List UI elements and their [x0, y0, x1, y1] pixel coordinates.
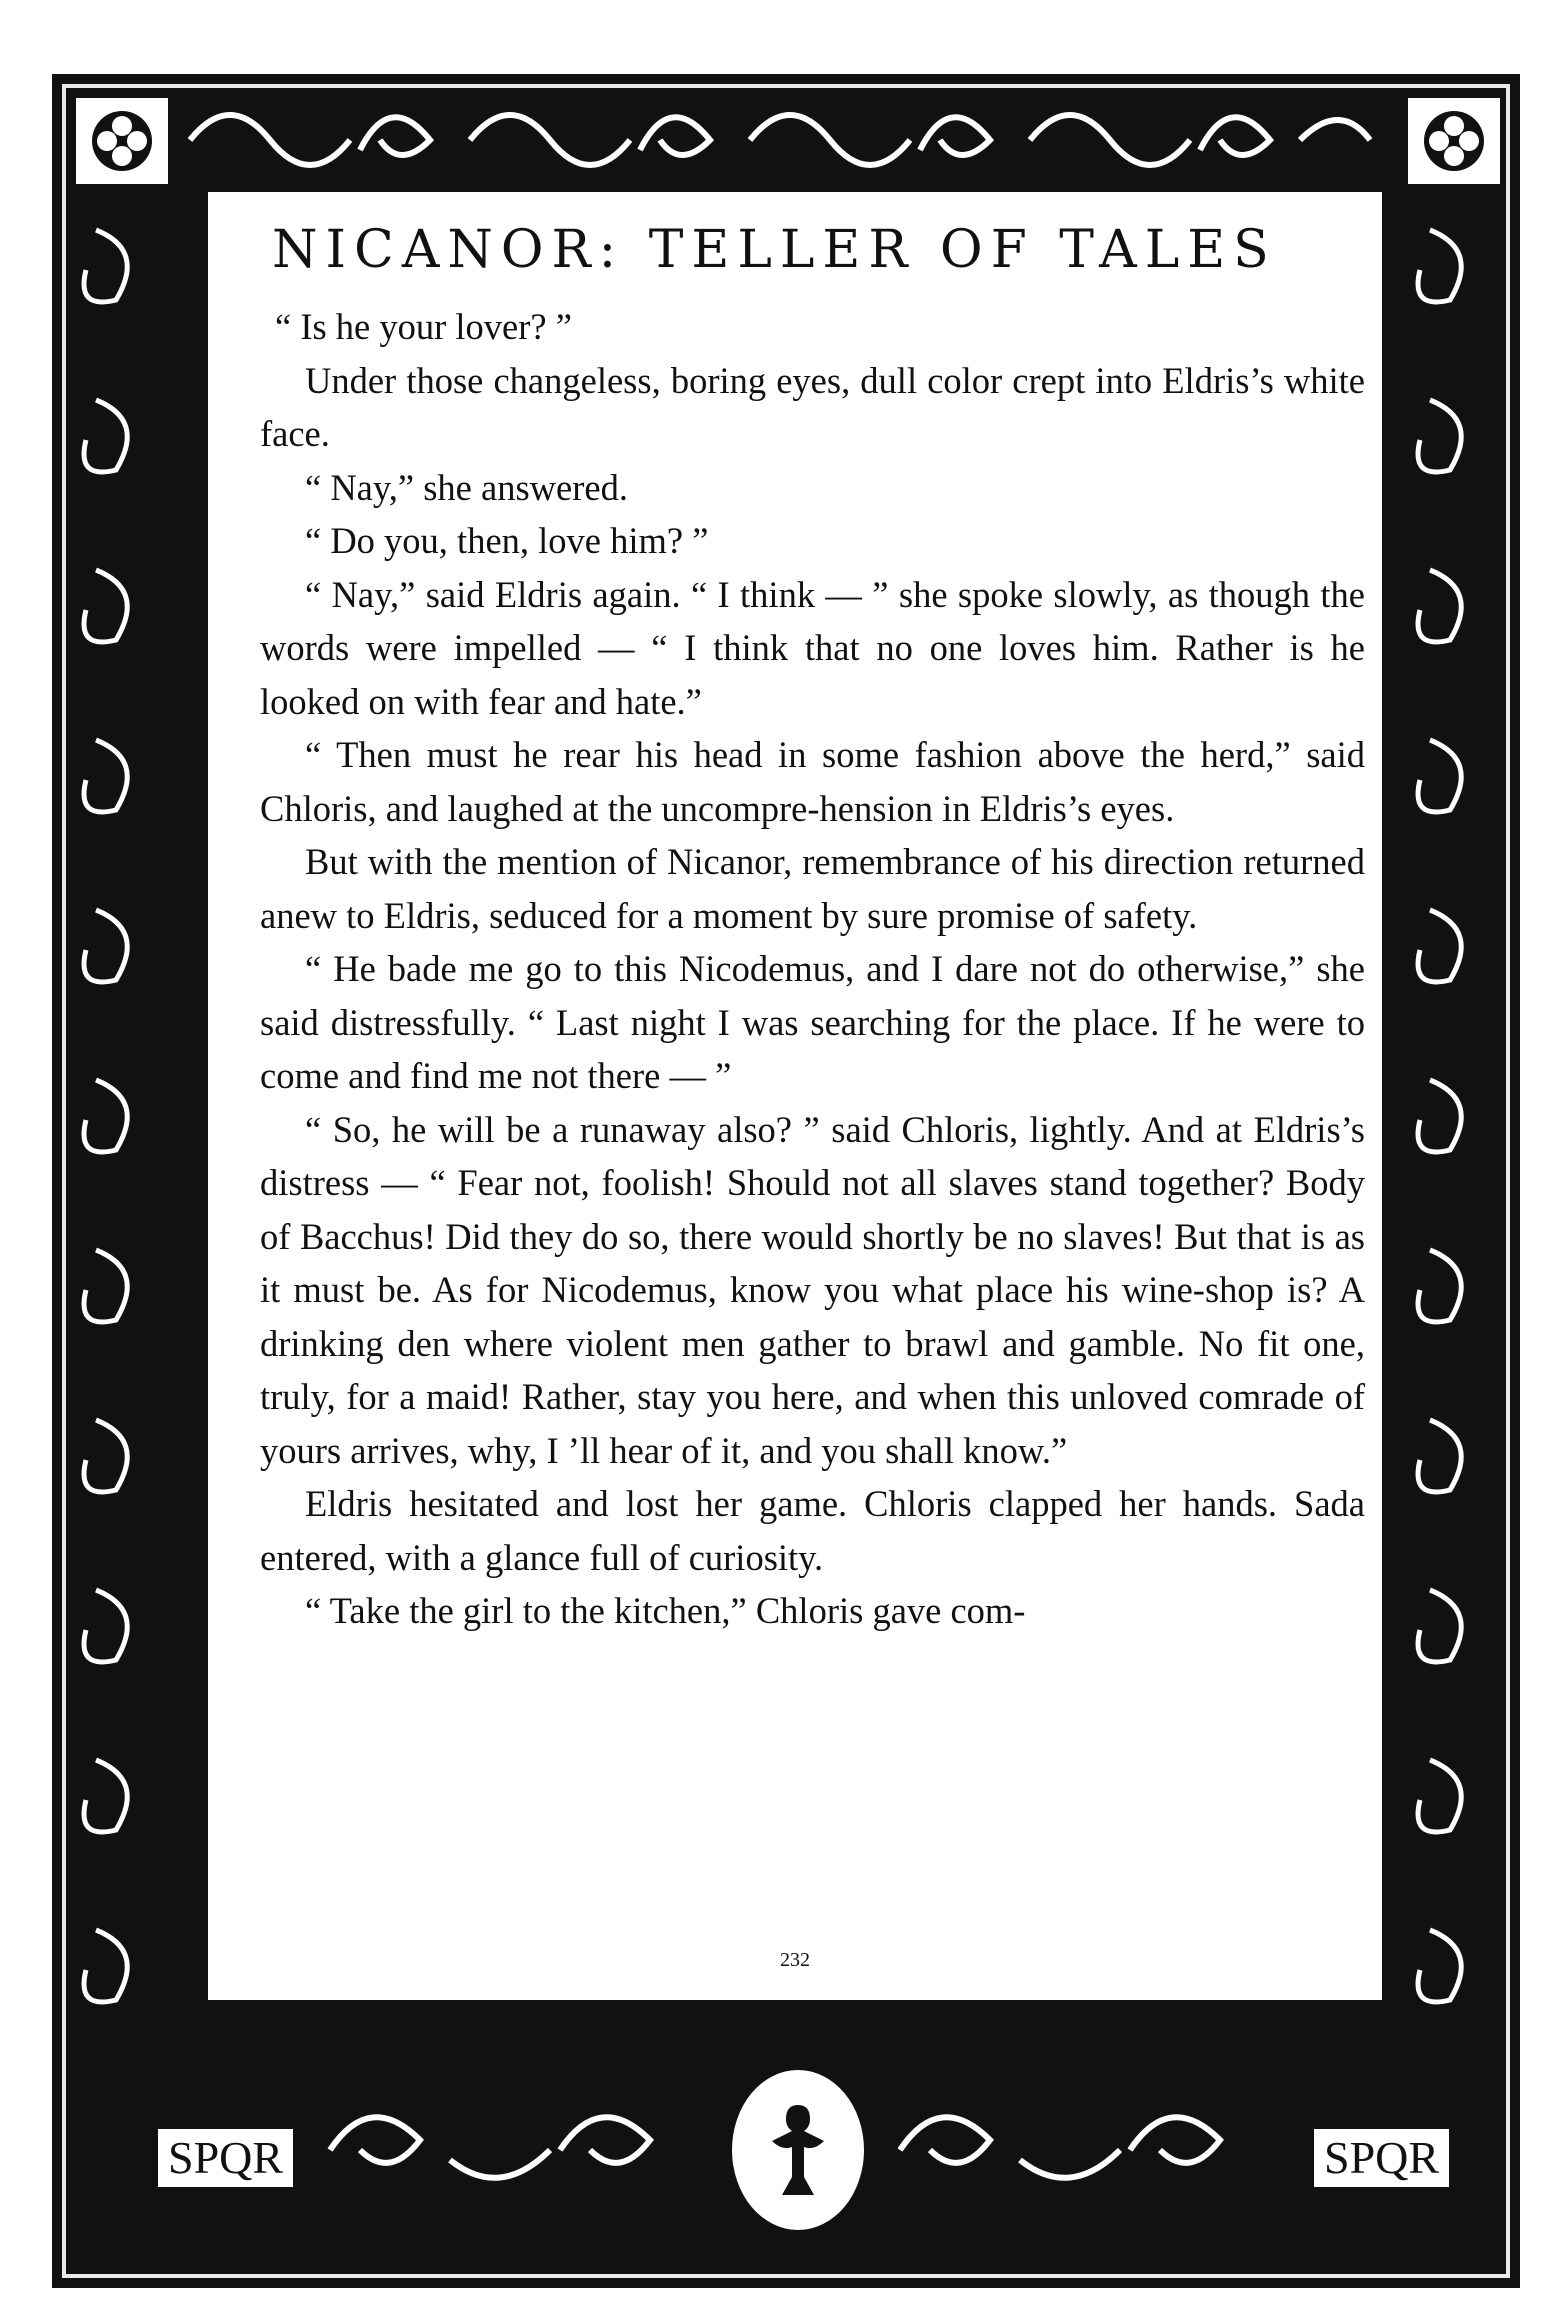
paragraph: “ Is he your lover? ”	[275, 306, 572, 347]
text-page	[190, 192, 1400, 2012]
paragraph: “ Take the girl to the kitchen,” Chloris gave com-	[305, 1590, 1026, 1631]
paragraph: Eldris hesitated and lost her game. Chloris clapped her hands. Sada entered, with a glance full of curiosity.	[260, 1483, 1365, 1578]
spqr-plaque-left: SPQR	[154, 2125, 297, 2191]
paragraph: “ Do you, then, love him? ”	[305, 520, 709, 561]
paragraph: Under those changeless, boring eyes, dull color crept into Eldris’s white face.	[260, 359, 1365, 454]
page-title: NICANOR: TELLER OF TALES	[272, 220, 1277, 280]
paragraph: “ Nay,” she answered.	[305, 466, 628, 508]
body-text	[260, 300, 1365, 1638]
paragraph: “ Nay,” said Eldris again. “ I think — ” she spoke slowly, as though the words were impelled — “ I think that no one loves him. Rather is he looked on with fear and hate.”	[260, 573, 1365, 722]
paragraph: “ So, he will be a runaway also? ” said Chloris, lightly. And at Eldris’s distress — “ Fear not, foolish! Should not all slaves stand together? Body of Bacchus! Did they do so, there would shortly be no slaves! But that is as it must be. As for Nicodemus, know you what place his wine-shop is? A drinking den where violent men gather to brawl and gamble. No fit one, truly, for a maid! Rather, stay you here, and when this unloved comrade of yours arrives, why, I ’ll hear of it, and you shall know.”	[260, 1108, 1365, 1471]
eagle-medallion-icon	[722, 2060, 874, 2240]
page-number: 232	[780, 1949, 810, 1971]
spqr-plaque-right: SPQR	[1310, 2125, 1453, 2191]
paragraph: But with the mention of Nicanor, remembrance of his direction returned anew to Eldris, seduced for a moment by sure promise of safety.	[260, 841, 1365, 936]
paragraph: “ He bade me go to this Nicodemus, and I dare not do otherwise,” she said distressfully. “ Last night I was searching for the place. If he were to come and find me not there — ”	[260, 948, 1365, 1096]
paragraph: “ Then must he rear his head in some fashion above the herd,” said Chloris, and laughed at the uncompre-hension in Eldris’s eyes.	[260, 734, 1365, 829]
eagle-icon	[753, 2095, 843, 2205]
